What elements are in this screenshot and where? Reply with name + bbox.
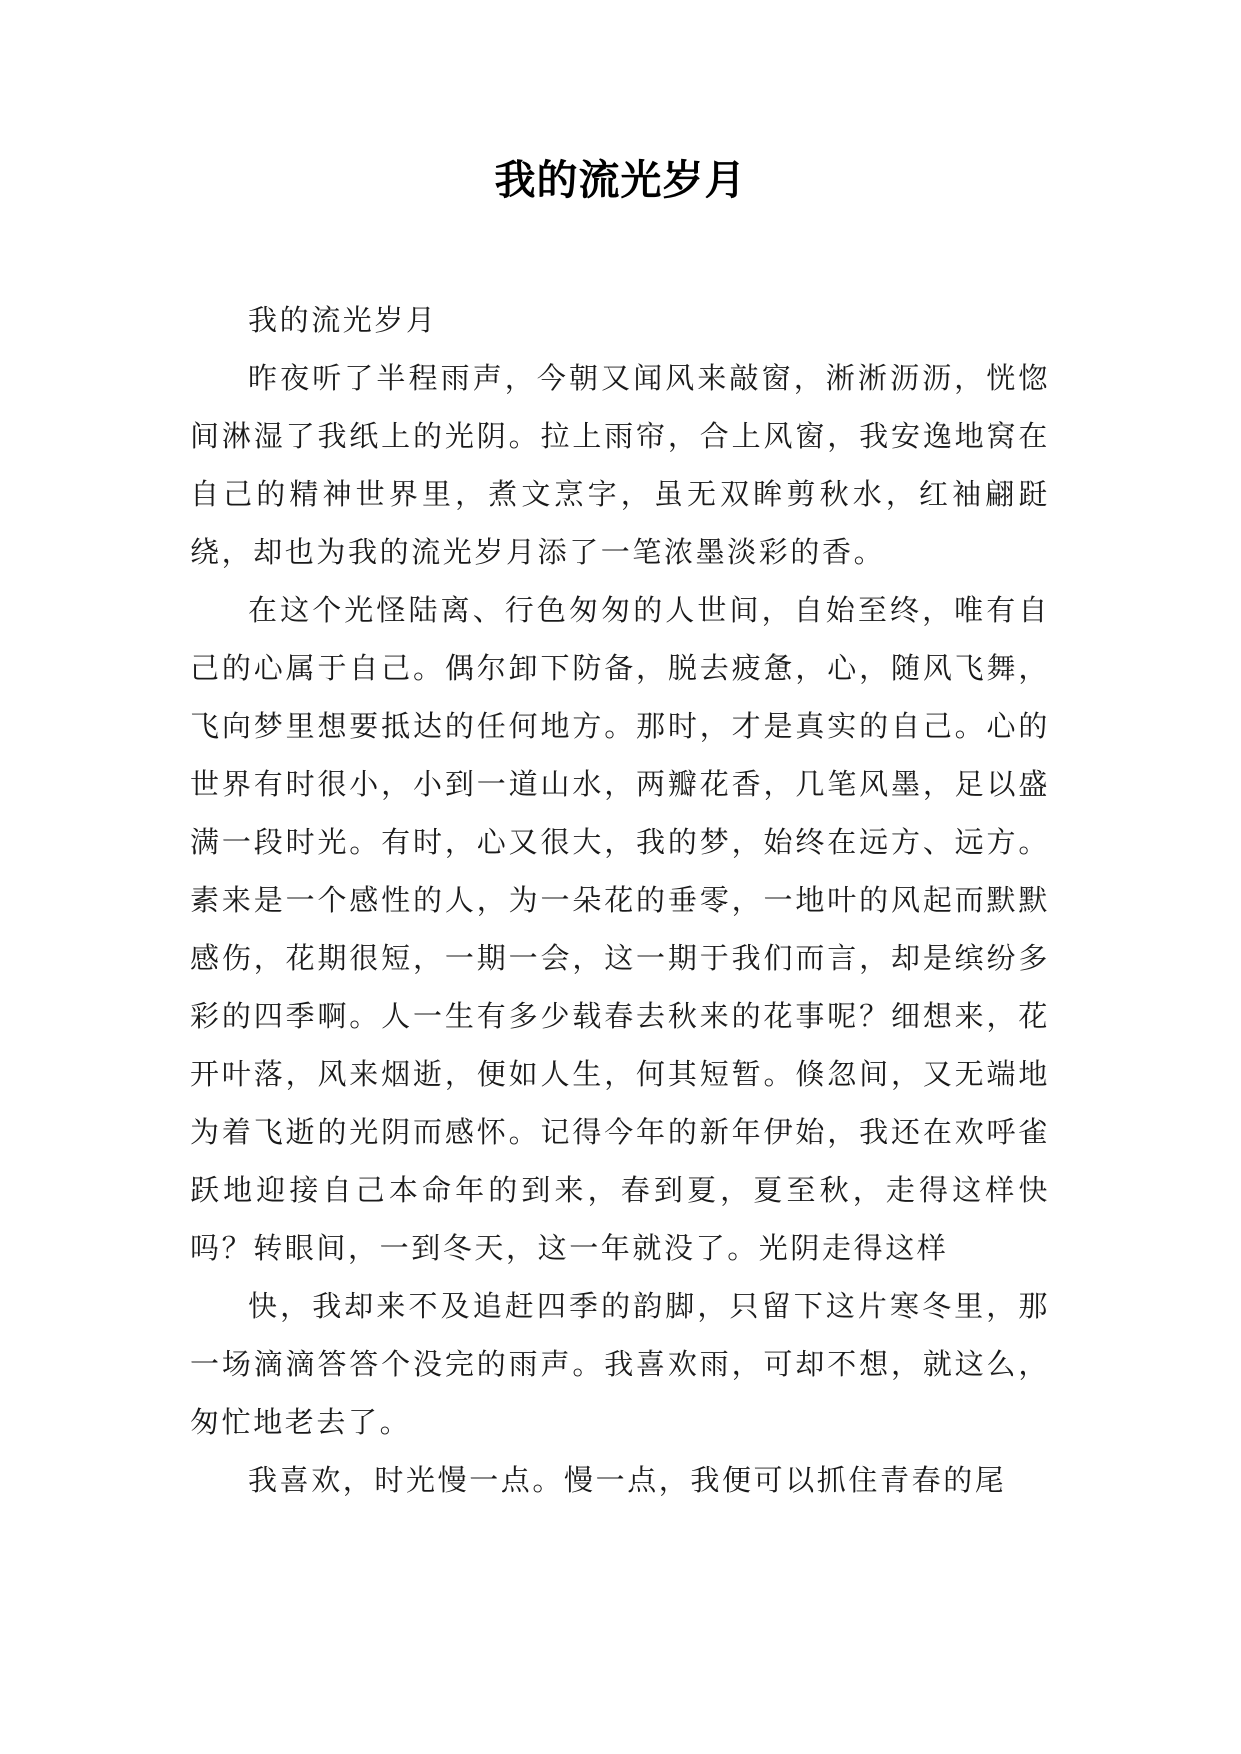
document-body bbox=[190, 291, 1050, 1509]
paragraph: 快，我却来不及追赶四季的韵脚，只留下这片寒冬里，那一场滴滴答答个没完的雨声。我喜欢雨，可却不想，就这么，匆忙地老去了。 bbox=[190, 1289, 1050, 1439]
paragraph: 我喜欢，时光慢一点。慢一点，我便可以抓住青春的尾 bbox=[248, 1463, 1007, 1497]
paragraph-heading: 我的流光岁月 bbox=[248, 303, 438, 337]
document-title: 我的流光岁月 bbox=[494, 156, 747, 204]
paragraph: 昨夜听了半程雨声，今朝又闻风来敲窗，淅淅沥沥，恍惚间淋湿了我纸上的光阴。拉上雨帘，合上风窗，我安逸地窝在自己的精神世界里，煮文烹字，虽无双眸剪秋水，红袖翩跹绕，却也为我的流光岁月添了一笔浓墨淡彩的香。 bbox=[190, 361, 1050, 569]
paragraph: 在这个光怪陆离、行色匆匆的人世间，自始至终，唯有自己的心属于自己。偶尔卸下防备，脱去疲惫，心，随风飞舞，飞向梦里想要抵达的任何地方。那时，才是真实的自己。心的世界有时很小，小到一道山水，两瓣花香，几笔风墨，足以盛满一段时光。有时，心又很大，我的梦，始终在远方、远方。素来是一个感性的人，为一朵花的垂零，一地叶的风起而默默感伤，花期很短，一期一会，这一期于我们而言，却是缤纷多彩的四季啊。人一生有多少载春去秋来的花事呢？细想来，花开叶落，风来烟逝，便如人生，何其短暂。倏忽间，又无端地为着飞逝的光阴而感怀。记得今年的新年伊始，我还在欢呼雀跃地迎接自己本命年的到来，春到夏，夏至秋，走得这样快吗？转眼间，一到冬天，这一年就没了。光阴走得这样 bbox=[190, 593, 1050, 1265]
